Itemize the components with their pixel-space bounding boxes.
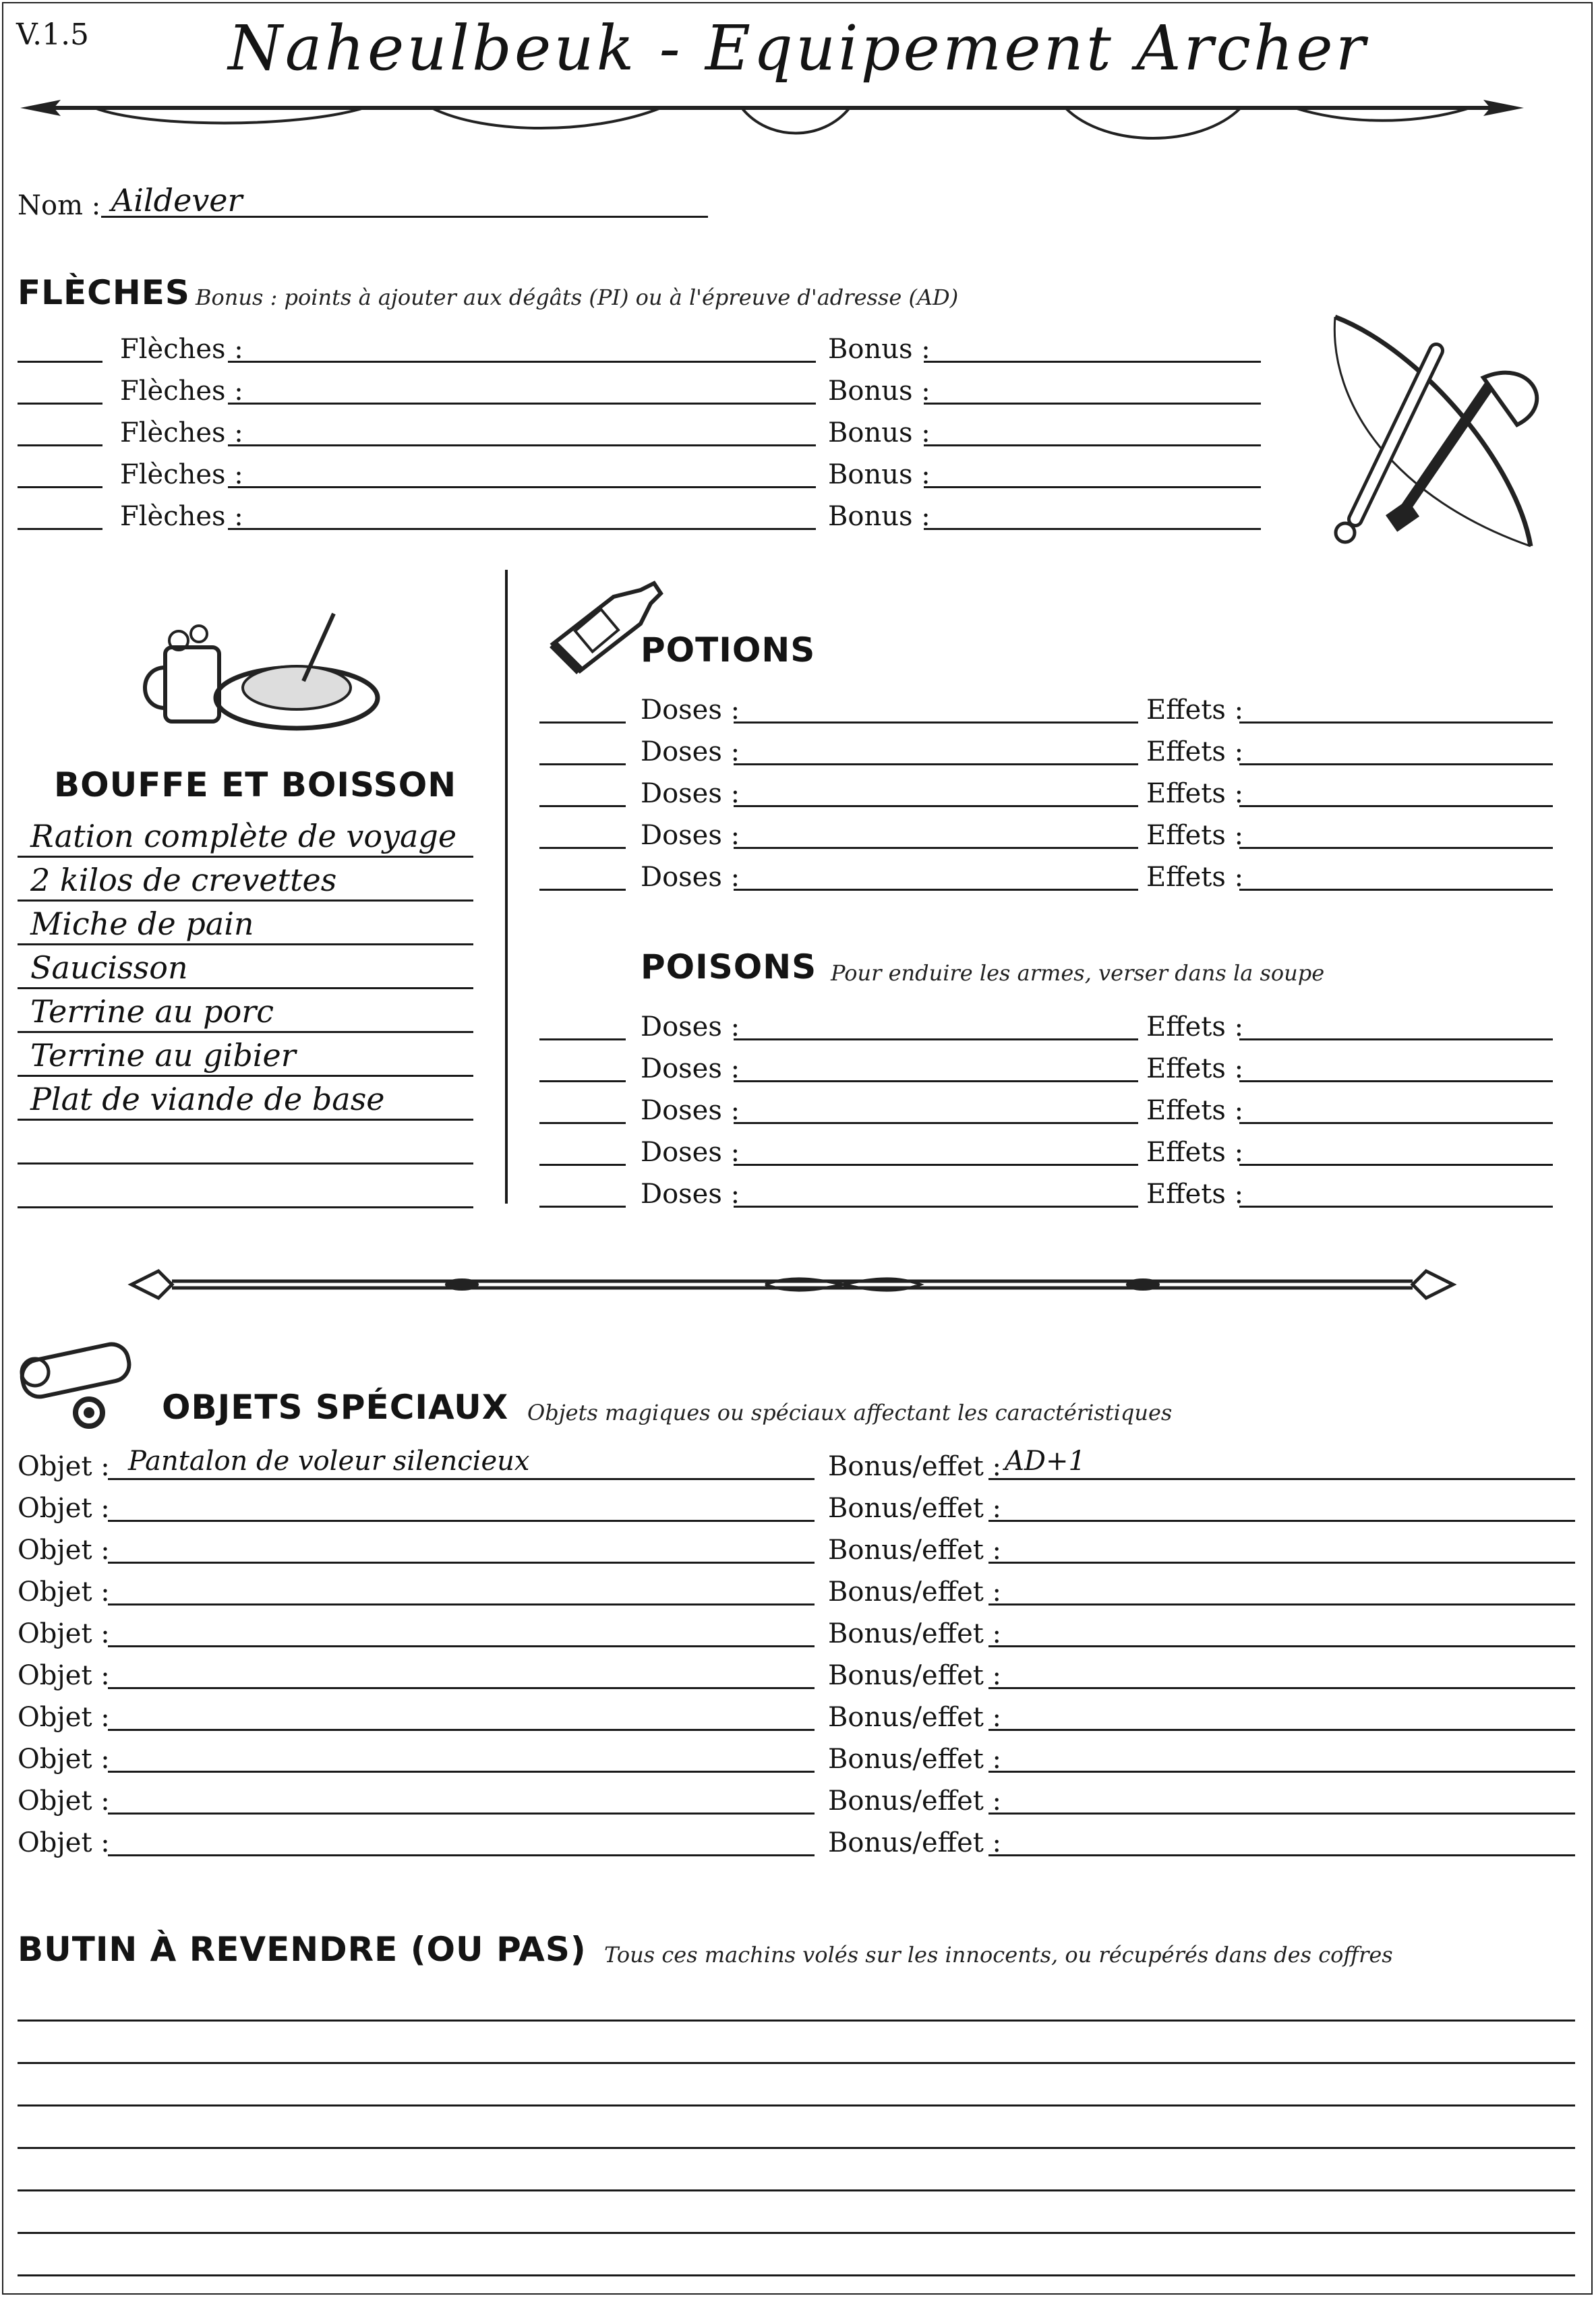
fleches-name-line[interactable] [228,361,816,363]
objet-bonus-label: Bonus/effet : [828,1618,1002,1649]
objet-label: Objet : [18,1451,110,1482]
objet-value[interactable]: Pantalon de voleur silencieux [128,1446,530,1477]
potions-effets-line[interactable] [1239,805,1553,807]
poisons-count-line[interactable] [539,1080,626,1082]
fleches-bonus-label: Bonus : [828,417,930,448]
bow-sword-axe-icon [1315,310,1571,553]
poisons-doses-line[interactable] [734,1164,1138,1166]
bouffe-line[interactable] [18,943,473,945]
poisons-effets-label: Effets : [1146,1095,1244,1126]
bouffe-line[interactable] [18,1031,473,1033]
objet-line[interactable] [108,1729,815,1731]
poisons-effets-line[interactable] [1239,1164,1553,1166]
name-line [101,216,708,218]
fleches-count-line[interactable] [18,486,102,488]
bouffe-line[interactable] [18,1162,473,1165]
objet-line[interactable] [108,1771,815,1773]
objet-bonus-line[interactable] [988,1729,1575,1731]
potions-effets-label: Effets : [1146,778,1244,809]
fleches-title: FLÈCHES [18,273,190,312]
poisons-subtitle: Pour enduire les armes, verser dans la soupe [831,960,1325,986]
fleches-bonus-line[interactable] [924,528,1261,530]
staff-divider-icon [125,1261,1460,1308]
poisons-effets-label: Effets : [1146,1137,1244,1168]
bouffe-line[interactable] [18,987,473,989]
bouffe-item[interactable]: Ration complète de voyage [30,818,457,854]
poisons-count-line[interactable] [539,1038,626,1040]
potions-doses-line[interactable] [734,805,1138,807]
fleches-name-line[interactable] [228,528,816,530]
objet-line[interactable] [108,1478,815,1480]
potions-doses-line[interactable] [734,721,1138,724]
bouffe-item[interactable]: Plat de viande de base [30,1081,385,1117]
poisons-effets-line[interactable] [1239,1080,1553,1082]
potions-count-line[interactable] [539,721,626,724]
fleches-count-line[interactable] [18,444,102,446]
page-title: Naheulbeuk - Equipement Archer [228,12,1368,84]
potions-effets-label: Effets : [1146,862,1244,893]
fleches-count-line[interactable] [18,361,102,363]
objet-line[interactable] [108,1520,815,1522]
objet-label: Objet : [18,1660,110,1691]
objet-bonus-label: Bonus/effet : [828,1451,1002,1482]
fleches-name-line[interactable] [228,403,816,405]
objet-bonus-label: Bonus/effet : [828,1535,1002,1566]
objet-line[interactable] [108,1687,815,1689]
objet-line[interactable] [108,1813,815,1815]
fleches-name-line[interactable] [228,486,816,488]
potions-count-line[interactable] [539,805,626,807]
fleches-count-line[interactable] [18,528,102,530]
bouffe-item[interactable]: 2 kilos de crevettes [30,862,337,898]
potions-effets-line[interactable] [1239,763,1553,765]
potions-doses-line[interactable] [734,847,1138,849]
potions-count-line[interactable] [539,889,626,891]
objets-subtitle: Objets magiques ou spéciaux affectant les caractéristiques [527,1400,1173,1425]
fleches-bonus-line[interactable] [924,361,1261,363]
bouffe-line[interactable] [18,1075,473,1077]
objet-bonus-line[interactable] [988,1854,1575,1856]
poisons-effets-line[interactable] [1239,1122,1553,1124]
fleches-bonus-label: Bonus : [828,459,930,490]
fleches-label: Flèches : [120,334,243,365]
fleches-bonus-label: Bonus : [828,501,930,532]
objet-bonus-line[interactable] [988,1562,1575,1564]
objets-title: OBJETS SPÉCIAUX [162,1388,509,1427]
objet-bonus-label: Bonus/effet : [828,1786,1002,1817]
fleches-bonus-label: Bonus : [828,334,930,365]
potions-count-line[interactable] [539,847,626,849]
butin-title: BUTIN À REVENDRE (OU PAS) [18,1930,587,1969]
objet-line[interactable] [108,1562,815,1564]
fleches-label: Flèches : [120,417,243,448]
objet-line[interactable] [108,1854,815,1856]
poisons-doses-label: Doses : [641,1095,740,1126]
objet-label: Objet : [18,1535,110,1566]
poisons-doses-label: Doses : [641,1053,740,1084]
potions-effets-label: Effets : [1146,736,1244,767]
objet-bonus-line[interactable] [988,1520,1575,1522]
objet-line[interactable] [108,1603,815,1605]
bouffe-item[interactable]: Miche de pain [30,906,254,942]
potions-doses-line[interactable] [734,889,1138,891]
scroll-ring-icon [15,1332,156,1433]
bouffe-line[interactable] [18,1206,473,1208]
poisons-effets-label: Effets : [1146,1179,1244,1210]
version-label: V.1.5 [16,18,90,52]
butin-subtitle: Tous ces machins volés sur les innocents, ou récupérés dans des coffres [604,1942,1393,1968]
objet-bonus-value[interactable]: AD+1 [1005,1446,1086,1477]
bouffe-line[interactable] [18,1119,473,1121]
potions-count-line[interactable] [539,763,626,765]
objet-bonus-line[interactable] [988,1478,1575,1480]
arrow-divider-icon [13,88,1531,148]
column-divider [505,570,508,1204]
potions-effets-line[interactable] [1239,847,1553,849]
fleches-bonus-line[interactable] [924,403,1261,405]
objet-label: Objet : [18,1827,110,1858]
poisons-doses-line[interactable] [734,1122,1138,1124]
objet-label: Objet : [18,1702,110,1733]
potions-doses-label: Doses : [641,736,740,767]
fleches-subtitle: Bonus : points à ajouter aux dégâts (PI) ou à l'épreuve d'adresse (AD) [196,285,959,310]
objet-bonus-line[interactable] [988,1813,1575,1815]
butin-line[interactable] [18,2104,1575,2106]
bouffe-line[interactable] [18,900,473,902]
objet-label: Objet : [18,1744,110,1775]
poisons-effets-label: Effets : [1146,1053,1244,1084]
butin-line[interactable] [18,2062,1575,2064]
potions-doses-label: Doses : [641,778,740,809]
poisons-count-line[interactable] [539,1164,626,1166]
butin-line[interactable] [18,2232,1575,2234]
fleches-label: Flèches : [120,501,243,532]
butin-line[interactable] [18,2147,1575,2149]
objet-bonus-label: Bonus/effet : [828,1702,1002,1733]
potions-doses-label: Doses : [641,862,740,893]
potions-effets-line[interactable] [1239,889,1553,891]
poisons-title: POISONS [641,947,817,986]
potions-effets-label: Effets : [1146,695,1244,726]
objet-bonus-line[interactable] [988,1645,1575,1647]
fleches-name-line[interactable] [228,444,816,446]
potions-doses-label: Doses : [641,820,740,851]
objet-bonus-line[interactable] [988,1687,1575,1689]
fleches-bonus-line[interactable] [924,444,1261,446]
potions-doses-line[interactable] [734,763,1138,765]
poisons-doses-line[interactable] [734,1206,1138,1208]
potions-doses-label: Doses : [641,695,740,726]
poisons-doses-line[interactable] [734,1038,1138,1040]
bouffe-item[interactable]: Saucisson [30,949,188,986]
objet-label: Objet : [18,1618,110,1649]
tankard-plate-icon [138,607,381,735]
fleches-bonus-line[interactable] [924,486,1261,488]
poisons-doses-label: Doses : [641,1011,740,1042]
bouffe-item[interactable]: Terrine au gibier [30,1037,296,1073]
poisons-effets-line[interactable] [1239,1038,1553,1040]
potions-effets-label: Effets : [1146,820,1244,851]
potions-effets-line[interactable] [1239,721,1553,724]
objet-bonus-label: Bonus/effet : [828,1493,1002,1524]
butin-line[interactable] [18,2189,1575,2191]
objet-bonus-line[interactable] [988,1771,1575,1773]
objet-line[interactable] [108,1645,815,1647]
objet-bonus-label: Bonus/effet : [828,1744,1002,1775]
poisons-doses-label: Doses : [641,1179,740,1210]
objet-bonus-label: Bonus/effet : [828,1827,1002,1858]
bouffe-item[interactable]: Terrine au porc [30,993,274,1030]
bouffe-line[interactable] [18,856,473,858]
bouffe-title: BOUFFE ET BOISSON [54,765,457,804]
poisons-count-line[interactable] [539,1122,626,1124]
objet-label: Objet : [18,1577,110,1608]
objet-bonus-label: Bonus/effet : [828,1660,1002,1691]
poisons-effets-label: Effets : [1146,1011,1244,1042]
butin-line[interactable] [18,2274,1575,2276]
name-value[interactable]: Aildever [111,182,243,218]
potions-title: POTIONS [641,630,816,670]
fleches-count-line[interactable] [18,403,102,405]
fleches-label: Flèches : [120,459,243,490]
fleches-label: Flèches : [120,376,243,407]
name-label: Nom : [18,190,101,221]
poisons-doses-line[interactable] [734,1080,1138,1082]
objet-bonus-label: Bonus/effet : [828,1577,1002,1608]
objet-bonus-line[interactable] [988,1603,1575,1605]
butin-line[interactable] [18,2020,1575,2022]
objet-label: Objet : [18,1493,110,1524]
poisons-count-line[interactable] [539,1206,626,1208]
poisons-doses-label: Doses : [641,1137,740,1168]
fleches-bonus-label: Bonus : [828,376,930,407]
objet-label: Objet : [18,1786,110,1817]
poisons-effets-line[interactable] [1239,1206,1553,1208]
